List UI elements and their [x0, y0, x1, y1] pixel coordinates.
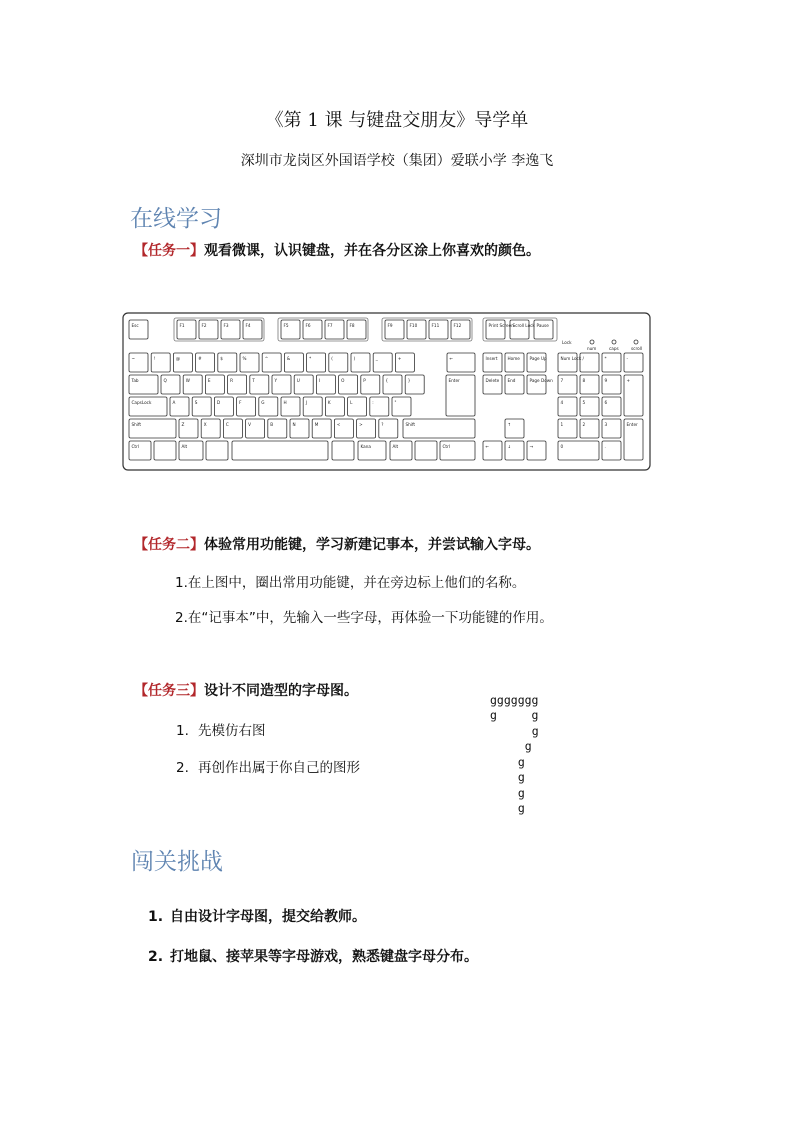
key-label: !	[153, 356, 156, 361]
key-label: F1	[179, 323, 185, 328]
letter-art	[490, 677, 539, 832]
key-label: J	[305, 400, 307, 405]
letter-art-line: g	[504, 723, 539, 738]
key-win	[154, 441, 176, 460]
key-label: F8	[349, 323, 355, 328]
key-label: E	[207, 378, 211, 383]
task2	[134, 534, 540, 554]
indicator-caps	[612, 340, 616, 344]
key-label: P	[363, 378, 366, 383]
key-label: F11	[431, 323, 440, 328]
key-group	[174, 318, 264, 341]
key-label: W	[185, 378, 190, 383]
task3-text: 设计不同造型的字母图。	[204, 683, 358, 699]
key-label: >	[359, 422, 363, 427]
letter-art-line: g	[504, 801, 525, 815]
indicator-label: num	[587, 346, 597, 351]
key-label: }	[407, 378, 411, 383]
key-label: B	[270, 422, 274, 427]
key-menu	[415, 441, 437, 460]
letter-art-line: g	[504, 739, 532, 753]
key-label: Delete	[485, 378, 500, 383]
key-label: R	[230, 378, 234, 383]
key-label: F3	[223, 323, 229, 328]
key-label: Q	[163, 378, 167, 383]
key-label: F4	[245, 323, 251, 328]
lock-label: Lock	[562, 340, 572, 345]
key-label: 6	[604, 400, 608, 405]
key-label: 2	[582, 422, 586, 427]
key-label: 8	[582, 378, 586, 383]
key-label: Page Down	[529, 378, 553, 383]
task3-item-1-num: 1.	[176, 723, 189, 739]
challenge-item-2-num: 2.	[148, 949, 164, 965]
key-label: 1	[560, 422, 564, 427]
task3-item-1	[176, 719, 266, 739]
key-label: /	[582, 356, 584, 361]
key-label: G	[261, 400, 265, 405]
key-label: ↑	[507, 422, 512, 427]
key-label: {	[385, 378, 389, 383]
key-label: #	[198, 356, 202, 361]
key-label: Insert	[485, 356, 498, 361]
key-fn	[332, 441, 354, 460]
task3-item-2-text: 再创作出属于你自己的图形	[198, 760, 360, 776]
key-label: Alt	[181, 444, 188, 449]
key-label: *	[309, 356, 312, 361]
key-label: End	[507, 378, 516, 383]
key-label: Page Up	[529, 356, 547, 361]
key-label: +	[397, 356, 402, 361]
key-label: F12	[453, 323, 462, 328]
key-label: _	[375, 356, 378, 361]
key-label: Print Screen	[488, 323, 514, 328]
key-label: Enter	[448, 378, 460, 383]
key-label: -	[626, 356, 629, 361]
key-label: H	[283, 400, 287, 405]
key-label: M	[314, 422, 319, 427]
key-label: F10	[409, 323, 418, 328]
key-label: <	[336, 422, 341, 427]
key-group	[382, 318, 472, 341]
key-label: 9	[604, 378, 608, 383]
key-group	[278, 318, 368, 341]
key-label: 3	[604, 422, 608, 427]
key-label: &	[286, 356, 291, 361]
keyboard-diagram	[122, 312, 652, 472]
key-label: Ctrl	[442, 444, 450, 449]
key-label: S	[194, 400, 198, 405]
key-label: Pause	[536, 323, 549, 328]
key-label: %	[242, 356, 247, 361]
key-label: ~	[131, 356, 136, 361]
letter-art-line: g g	[490, 708, 539, 722]
key-label: Home	[507, 356, 520, 361]
task2-tag: 【任务二】	[134, 537, 204, 553]
task3	[134, 680, 358, 700]
key-label: +	[626, 378, 631, 383]
key-label: U	[296, 378, 300, 383]
key-label: Enter	[626, 422, 638, 427]
indicator-scroll	[634, 340, 638, 344]
key-label: .	[604, 444, 606, 449]
key-label: V	[248, 422, 251, 427]
key-label: )	[353, 356, 356, 361]
key-label: @	[175, 356, 181, 361]
task1-tag: 【任务一】	[134, 243, 204, 259]
key-label: 4	[560, 400, 564, 405]
key-label: $	[220, 356, 223, 361]
key-label: "	[394, 400, 397, 405]
indicator-label: scroll	[631, 346, 643, 351]
key-label: :	[372, 400, 374, 405]
key-label: Scroll Lock	[512, 323, 535, 328]
task3-item-2-num: 2.	[176, 760, 189, 776]
key-label: Shift	[131, 422, 142, 427]
key-label: Shift	[405, 422, 416, 427]
indicator-num	[590, 340, 594, 344]
key-label: Esc	[131, 323, 139, 328]
key-label: 5	[582, 400, 586, 405]
letter-art-line: g	[504, 754, 525, 769]
task1-text: 观看微课，认识键盘，并在各分区涂上你喜欢的颜色。	[204, 243, 540, 259]
challenge-item-1-text: 自由设计字母图，提交给教师。	[170, 909, 366, 925]
key-label: ↓	[507, 444, 512, 449]
key-label: F6	[305, 323, 311, 328]
key-label: ^	[264, 356, 269, 361]
key-np0	[558, 441, 599, 460]
key-label: 7	[560, 378, 564, 383]
letter-art-line: g	[504, 785, 525, 800]
challenge-item-1-num: 1.	[148, 909, 164, 925]
task2-text: 体验常用功能键，学习新建记事本，并尝试输入字母。	[204, 537, 540, 553]
key-label: Ctrl	[131, 444, 139, 449]
key-label: ←	[449, 356, 454, 361]
key-label: ←	[485, 444, 490, 449]
key-label: D	[216, 400, 221, 405]
task2-item-1: 1.在上图中，圈出常用功能键，并在旁边标上他们的名称。	[175, 575, 526, 591]
key-label: 0	[560, 444, 564, 449]
key-label: X	[203, 422, 207, 427]
author-line: 深圳市龙岗区外国语学校（集团）爱联小学 李逸飞	[240, 153, 554, 169]
key-label: I	[318, 378, 321, 383]
key-label: Tab	[131, 378, 139, 383]
key-label: T	[252, 378, 255, 383]
key-space	[232, 441, 328, 460]
key-label: Z	[181, 422, 185, 427]
key-label: Num Lock	[560, 356, 582, 361]
key-label: O	[341, 378, 345, 383]
challenge-item-2-text: 打地鼠、接苹果等字母游戏，熟悉键盘字母分布。	[170, 949, 478, 965]
key-label: Y	[274, 378, 278, 383]
key-label: (	[331, 356, 333, 361]
key-label: *	[604, 356, 607, 361]
key-app	[206, 441, 228, 460]
key-label: F9	[387, 323, 393, 328]
task3-item-1-text: 先模仿右图	[198, 723, 266, 739]
key-label: C	[225, 422, 229, 427]
key-label: F5	[283, 323, 289, 328]
page-title: 《第 1 课 与键盘交朋友》导学单	[265, 110, 529, 131]
letter-art-line: g	[504, 770, 525, 784]
key-label: ?	[381, 422, 384, 427]
key-label: F	[239, 400, 242, 405]
key-group	[483, 318, 557, 341]
key-label: L	[350, 400, 353, 405]
key-label: →	[529, 444, 534, 449]
task3-item-2	[176, 756, 360, 776]
key-label: F2	[201, 323, 207, 328]
challenge-item-2	[148, 946, 478, 966]
key-label: A	[172, 400, 176, 405]
section-heading-challenge: 闯关挑战	[131, 849, 223, 875]
task2-item-2: 2.在“记事本”中，先输入一些字母，再体验一下功能键的作用。	[175, 610, 553, 626]
task3-tag: 【任务三】	[134, 683, 204, 699]
letter-art-line: ggggggg	[490, 692, 539, 707]
key-label: CapsLock	[131, 400, 152, 405]
key-label: N	[292, 422, 296, 427]
key-label: F7	[327, 323, 333, 328]
key-label: Alt	[392, 444, 399, 449]
task1	[134, 240, 540, 260]
key-label: Kana	[360, 444, 371, 449]
challenge-item-1	[148, 906, 366, 926]
key-label: K	[327, 400, 331, 405]
section-heading-online: 在线学习	[130, 206, 222, 232]
indicator-label: caps	[609, 346, 619, 351]
